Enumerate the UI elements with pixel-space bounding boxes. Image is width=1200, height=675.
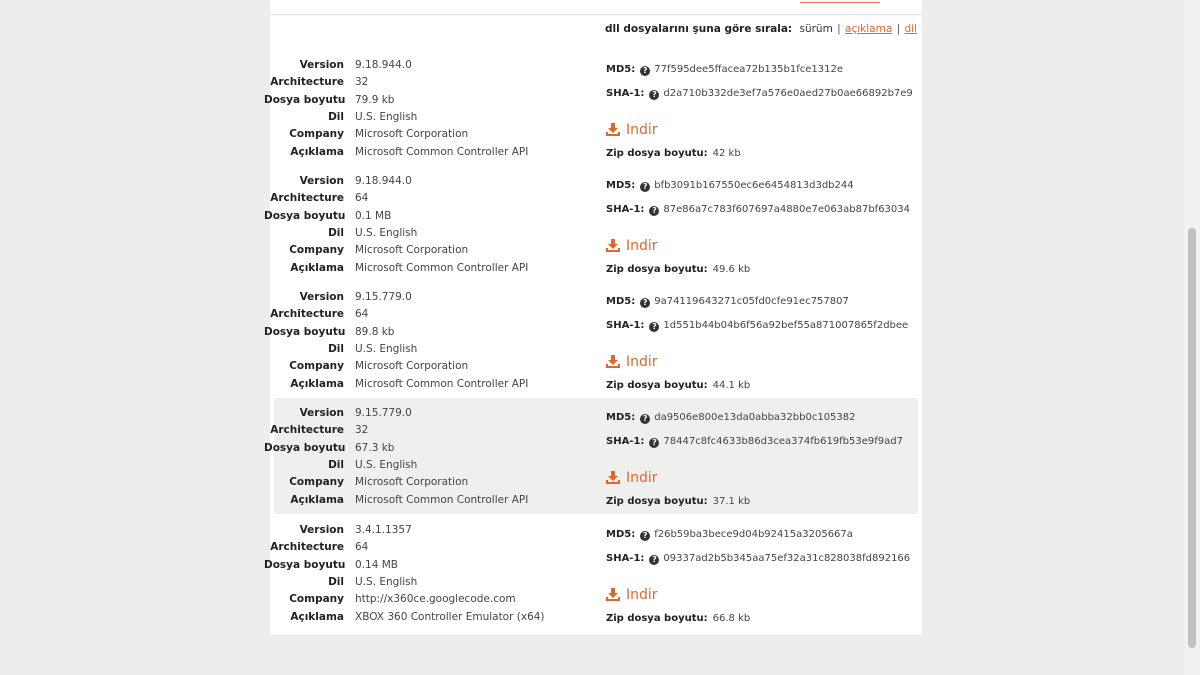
description-label: Açıklama xyxy=(290,610,344,623)
md5-row xyxy=(606,528,853,542)
architecture-value: 32 xyxy=(355,424,369,437)
architecture-label: Architecture xyxy=(270,541,344,554)
help-icon[interactable]: ? xyxy=(640,531,650,541)
sha1-label: SHA-1: xyxy=(606,553,645,564)
sha1-row xyxy=(606,435,903,449)
description-label: Açıklama xyxy=(290,377,344,390)
md5-row xyxy=(606,295,849,309)
version-label: Version xyxy=(299,175,344,187)
version-label: Version xyxy=(299,407,344,419)
file-size-value: 79.9 kb xyxy=(355,93,395,106)
company-label: Company xyxy=(289,476,344,489)
download-link[interactable] xyxy=(606,121,658,139)
download-link[interactable] xyxy=(606,586,658,604)
language-value: U.S. English xyxy=(355,226,418,239)
language-value: U.S. English xyxy=(355,575,418,588)
download-label: Indir xyxy=(626,470,658,486)
zip-size-row xyxy=(606,264,750,275)
zip-size-label: Zip dosya boyutu: xyxy=(606,496,708,507)
sha1-label: SHA-1: xyxy=(606,204,645,215)
description-value: Microsoft Common Controller API xyxy=(355,493,529,506)
company-label: Company xyxy=(289,593,344,606)
download-icon xyxy=(606,239,620,252)
company-label: Company xyxy=(289,244,344,257)
architecture-label: Architecture xyxy=(270,308,344,321)
download-icon xyxy=(606,588,620,601)
language-label: Dil xyxy=(328,226,344,239)
sort-option-language[interactable]: dil xyxy=(904,23,917,35)
scrollbar-thumb[interactable] xyxy=(1188,228,1196,648)
company-value: Microsoft Corporation xyxy=(355,244,469,257)
help-icon[interactable]: ? xyxy=(640,66,650,76)
sha1-value: 09337ad2b5b345aa75ef32a31c828038fd892166 xyxy=(663,553,911,564)
version-value: 9.18.944.0 xyxy=(355,59,412,71)
download-label: Indir xyxy=(626,238,658,254)
language-label: Dil xyxy=(328,575,344,588)
file-size-value: 0.14 MB xyxy=(355,558,398,571)
sha1-value: 78447c8fc4633b86d3cea374fb619fb53e9f9ad7 xyxy=(663,436,903,447)
description-value: Microsoft Common Controller API xyxy=(355,145,529,158)
architecture-label: Architecture xyxy=(270,192,344,205)
sha1-label: SHA-1: xyxy=(606,88,645,99)
description-label: Açıklama xyxy=(290,493,344,506)
help-icon[interactable]: ? xyxy=(649,438,659,448)
download-label: Indir xyxy=(626,122,658,138)
md5-label: MD5: xyxy=(606,296,636,307)
zip-size-row xyxy=(606,148,741,159)
version-label: Version xyxy=(299,524,344,536)
help-icon[interactable]: ? xyxy=(649,206,659,216)
download-label: Indir xyxy=(626,587,658,603)
md5-value: f26b59ba3bece9d04b92415a3205667a xyxy=(654,529,853,540)
zip-size-label: Zip dosya boyutu: xyxy=(606,380,708,391)
download-link[interactable] xyxy=(606,469,658,487)
language-value: U.S. English xyxy=(355,342,418,355)
language-label: Dil xyxy=(328,110,344,123)
sha1-row xyxy=(606,87,913,101)
sha1-row xyxy=(606,319,908,333)
file-size-value: 0.1 MB xyxy=(355,209,392,222)
sha1-value: 1d551b44b04b6f56a92bef55a871007865f2dbee xyxy=(663,320,909,331)
zip-size-value: 66.8 kb xyxy=(712,613,751,624)
sha1-row xyxy=(606,203,910,217)
zip-size-row xyxy=(606,496,750,507)
file-size-value: 67.3 kb xyxy=(355,441,395,454)
sha1-value: 87e86a7c783f607697a4880e7e063ab87bf63034 xyxy=(663,204,911,215)
zip-size-value: 44.1 kb xyxy=(712,380,751,391)
md5-value: 77f595dee5ffacea72b135b1fce1312e xyxy=(654,64,844,75)
download-icon xyxy=(606,471,620,484)
dll-entry xyxy=(264,515,918,631)
zip-size-value: 37.1 kb xyxy=(712,496,751,507)
md5-value: 9a74119643271c05fd0cfe91ec757807 xyxy=(654,296,849,307)
description-value: XBOX 360 Controller Emulator (x64) xyxy=(355,610,545,623)
md5-label: MD5: xyxy=(606,64,636,75)
file-size-label: Dosya boyutu xyxy=(264,441,346,454)
sha1-row xyxy=(606,552,910,566)
md5-value: bfb3091b167550ec6e6454813d3db244 xyxy=(654,180,854,191)
description-value: Microsoft Common Controller API xyxy=(355,377,529,390)
help-icon[interactable]: ? xyxy=(649,90,659,100)
version-value: 9.15.779.0 xyxy=(355,407,412,419)
dll-entry xyxy=(264,173,918,289)
help-icon[interactable]: ? xyxy=(640,414,650,424)
language-label: Dil xyxy=(328,458,344,471)
sha1-value: d2a710b332de3ef7a576e0aed27b0ae66892b7e9 xyxy=(663,88,913,99)
language-value: U.S. English xyxy=(355,458,418,471)
architecture-value: 32 xyxy=(355,76,369,89)
download-link[interactable] xyxy=(606,237,658,255)
description-value: Microsoft Common Controller API xyxy=(355,261,529,274)
dll-entry xyxy=(264,57,918,173)
file-size-label: Dosya boyutu xyxy=(264,325,346,338)
zip-size-value: 49.6 kb xyxy=(712,264,751,275)
zip-size-row xyxy=(606,380,750,391)
version-value: 3.4.1.1357 xyxy=(355,524,412,536)
architecture-label: Architecture xyxy=(270,424,344,437)
file-size-label: Dosya boyutu xyxy=(264,558,346,571)
company-value: Microsoft Corporation xyxy=(355,128,469,141)
md5-value: da9506e800e13da0abba32bb0c105382 xyxy=(654,412,856,423)
sort-label: dll dosyalarını şuna göre sırala: xyxy=(605,23,793,35)
download-link[interactable] xyxy=(606,353,658,371)
sha1-label: SHA-1: xyxy=(606,320,645,331)
language-value: U.S. English xyxy=(355,110,418,123)
version-value: 9.15.779.0 xyxy=(355,291,412,303)
dll-entry xyxy=(264,398,918,514)
sort-bar: dll dosyalarını şuna göre sırala: sürüm | açıklama | dil xyxy=(605,23,917,35)
architecture-label: Architecture xyxy=(270,76,344,89)
description-label: Açıklama xyxy=(290,145,344,158)
description-label: Açıklama xyxy=(290,261,344,274)
dll-list-panel xyxy=(264,15,922,635)
md5-label: MD5: xyxy=(606,180,636,191)
file-size-label: Dosya boyutu xyxy=(264,93,346,106)
sort-option-description[interactable]: açıklama xyxy=(845,23,893,35)
zip-size-value: 42 kb xyxy=(712,148,741,159)
download-icon xyxy=(606,355,620,368)
help-icon[interactable]: ? xyxy=(640,298,650,308)
sha1-label: SHA-1: xyxy=(606,436,645,447)
architecture-value: 64 xyxy=(355,541,369,554)
company-label: Company xyxy=(289,128,344,141)
help-icon[interactable]: ? xyxy=(649,322,659,332)
page-scrollbar[interactable] xyxy=(1184,0,1200,675)
zip-size-label: Zip dosya boyutu: xyxy=(606,264,708,275)
company-value: http://x360ce.googlecode.com xyxy=(355,593,516,606)
file-size-value: 89.8 kb xyxy=(355,325,395,338)
dll-entry xyxy=(264,289,918,405)
language-label: Dil xyxy=(328,342,344,355)
download-icon xyxy=(606,123,620,136)
file-size-label: Dosya boyutu xyxy=(264,209,346,222)
md5-row xyxy=(606,63,843,77)
company-value: Microsoft Corporation xyxy=(355,476,469,489)
md5-row xyxy=(606,411,856,425)
version-value: 9.18.944.0 xyxy=(355,175,412,187)
sort-option-version[interactable]: sürüm xyxy=(799,23,833,35)
md5-label: MD5: xyxy=(606,529,636,540)
previous-section-edge xyxy=(270,0,922,15)
md5-row xyxy=(606,179,854,193)
zip-size-label: Zip dosya boyutu: xyxy=(606,613,708,624)
company-value: Microsoft Corporation xyxy=(355,360,469,373)
zip-size-label: Zip dosya boyutu: xyxy=(606,148,708,159)
company-label: Company xyxy=(289,360,344,373)
md5-label: MD5: xyxy=(606,412,636,423)
cut-off-link[interactable] xyxy=(800,0,880,3)
architecture-value: 64 xyxy=(355,308,369,321)
architecture-value: 64 xyxy=(355,192,369,205)
version-label: Version xyxy=(299,59,344,71)
zip-size-row xyxy=(606,613,750,624)
version-label: Version xyxy=(299,291,344,303)
download-label: Indir xyxy=(626,354,658,370)
help-icon[interactable]: ? xyxy=(649,555,659,565)
help-icon[interactable]: ? xyxy=(640,182,650,192)
